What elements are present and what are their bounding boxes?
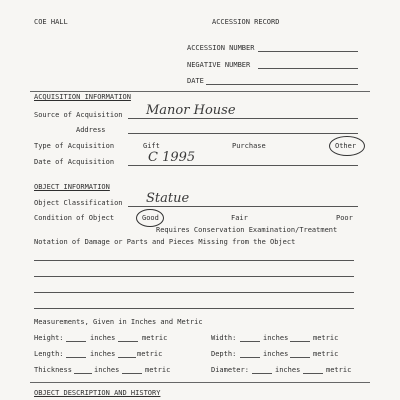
width-metric-unit: metric (313, 334, 339, 342)
section-divider (30, 91, 370, 92)
type-label: Type of Acquisition (34, 142, 115, 150)
condition-option-good[interactable]: Good (142, 214, 159, 222)
section-divider (30, 382, 370, 383)
address-label: Address (76, 126, 106, 134)
source-field[interactable] (128, 118, 358, 119)
length-label: Length: (34, 350, 64, 358)
condition-option-fair[interactable]: Fair (231, 214, 248, 222)
date-field[interactable] (206, 84, 358, 85)
source-label: Source of Acquisition (34, 111, 123, 119)
classification-label: Object Classification (34, 199, 123, 207)
institution-name: COE HALL (34, 18, 68, 26)
depth-metric-unit: metric (313, 350, 339, 358)
diameter-metric-field[interactable] (303, 373, 323, 374)
width-inches-unit: inches (263, 334, 289, 342)
address-field[interactable] (128, 133, 358, 134)
width-label: Width: (211, 334, 237, 342)
accession-number-label: ACCESSION NUMBER (187, 44, 255, 52)
source-value: Manor House (146, 103, 236, 118)
diameter-metric-unit: metric (326, 366, 352, 374)
depth-metric-field[interactable] (290, 357, 310, 358)
length-metric-field[interactable] (118, 357, 136, 358)
date-acquisition-field[interactable] (128, 165, 358, 166)
negative-number-label: NEGATIVE NUMBER (187, 61, 251, 69)
description-heading: OBJECT DESCRIPTION AND HISTORY (34, 389, 161, 397)
depth-inches-unit: inches (263, 350, 289, 358)
type-option-gift[interactable]: Gift (143, 142, 160, 150)
acquisition-heading: ACQUISITION INFORMATION (34, 93, 131, 101)
height-inches-unit: inches (90, 334, 116, 342)
damage-line[interactable] (34, 308, 354, 309)
length-metric-unit: metric (137, 350, 163, 358)
thickness-metric-unit: metric (145, 366, 171, 374)
damage-label: Notation of Damage or Parts and Pieces Missing from the Object (34, 238, 296, 246)
date-acquisition-label: Date of Acquisition (34, 158, 115, 166)
type-option-other[interactable]: Other (335, 142, 357, 150)
diameter-label: Diameter: (211, 366, 249, 374)
condition-label: Condition of Object (34, 214, 115, 222)
thickness-label: Thickness (34, 366, 72, 374)
width-inches-field[interactable] (240, 341, 260, 342)
date-label: DATE (187, 77, 204, 85)
height-inches-field[interactable] (66, 341, 86, 342)
date-acquisition-value: C 1995 (148, 150, 196, 165)
object-info-heading: OBJECT INFORMATION (34, 183, 110, 191)
thickness-inches-field[interactable] (74, 373, 92, 374)
depth-inches-field[interactable] (240, 357, 260, 358)
damage-line[interactable] (34, 292, 354, 293)
depth-label: Depth: (211, 350, 237, 358)
condition-option-poor[interactable]: Poor (336, 214, 353, 222)
classification-field[interactable] (128, 206, 358, 207)
classification-value: Statue (146, 191, 190, 206)
negative-number-field[interactable] (258, 68, 358, 69)
diameter-inches-field[interactable] (252, 373, 272, 374)
length-inches-unit: inches (90, 350, 116, 358)
damage-line[interactable] (34, 260, 354, 261)
height-metric-unit: metric (142, 334, 168, 342)
width-metric-field[interactable] (290, 341, 310, 342)
accession-number-field[interactable] (258, 51, 358, 52)
form-title: ACCESSION RECORD (212, 18, 280, 26)
height-label: Height: (34, 334, 64, 342)
length-inches-field[interactable] (66, 357, 86, 358)
selected-condition-circle (136, 209, 164, 227)
measurements-heading: Measurements, Given in Inches and Metric (34, 318, 203, 326)
diameter-inches-unit: inches (275, 366, 301, 374)
thickness-metric-field[interactable] (122, 373, 142, 374)
selected-option-circle (329, 136, 365, 156)
conservation-note: Requires Conservation Examination/Treatment (156, 226, 338, 234)
thickness-inches-unit: inches (94, 366, 120, 374)
type-option-purchase[interactable]: Purchase (232, 142, 266, 150)
damage-line[interactable] (34, 276, 354, 277)
height-metric-field[interactable] (118, 341, 138, 342)
